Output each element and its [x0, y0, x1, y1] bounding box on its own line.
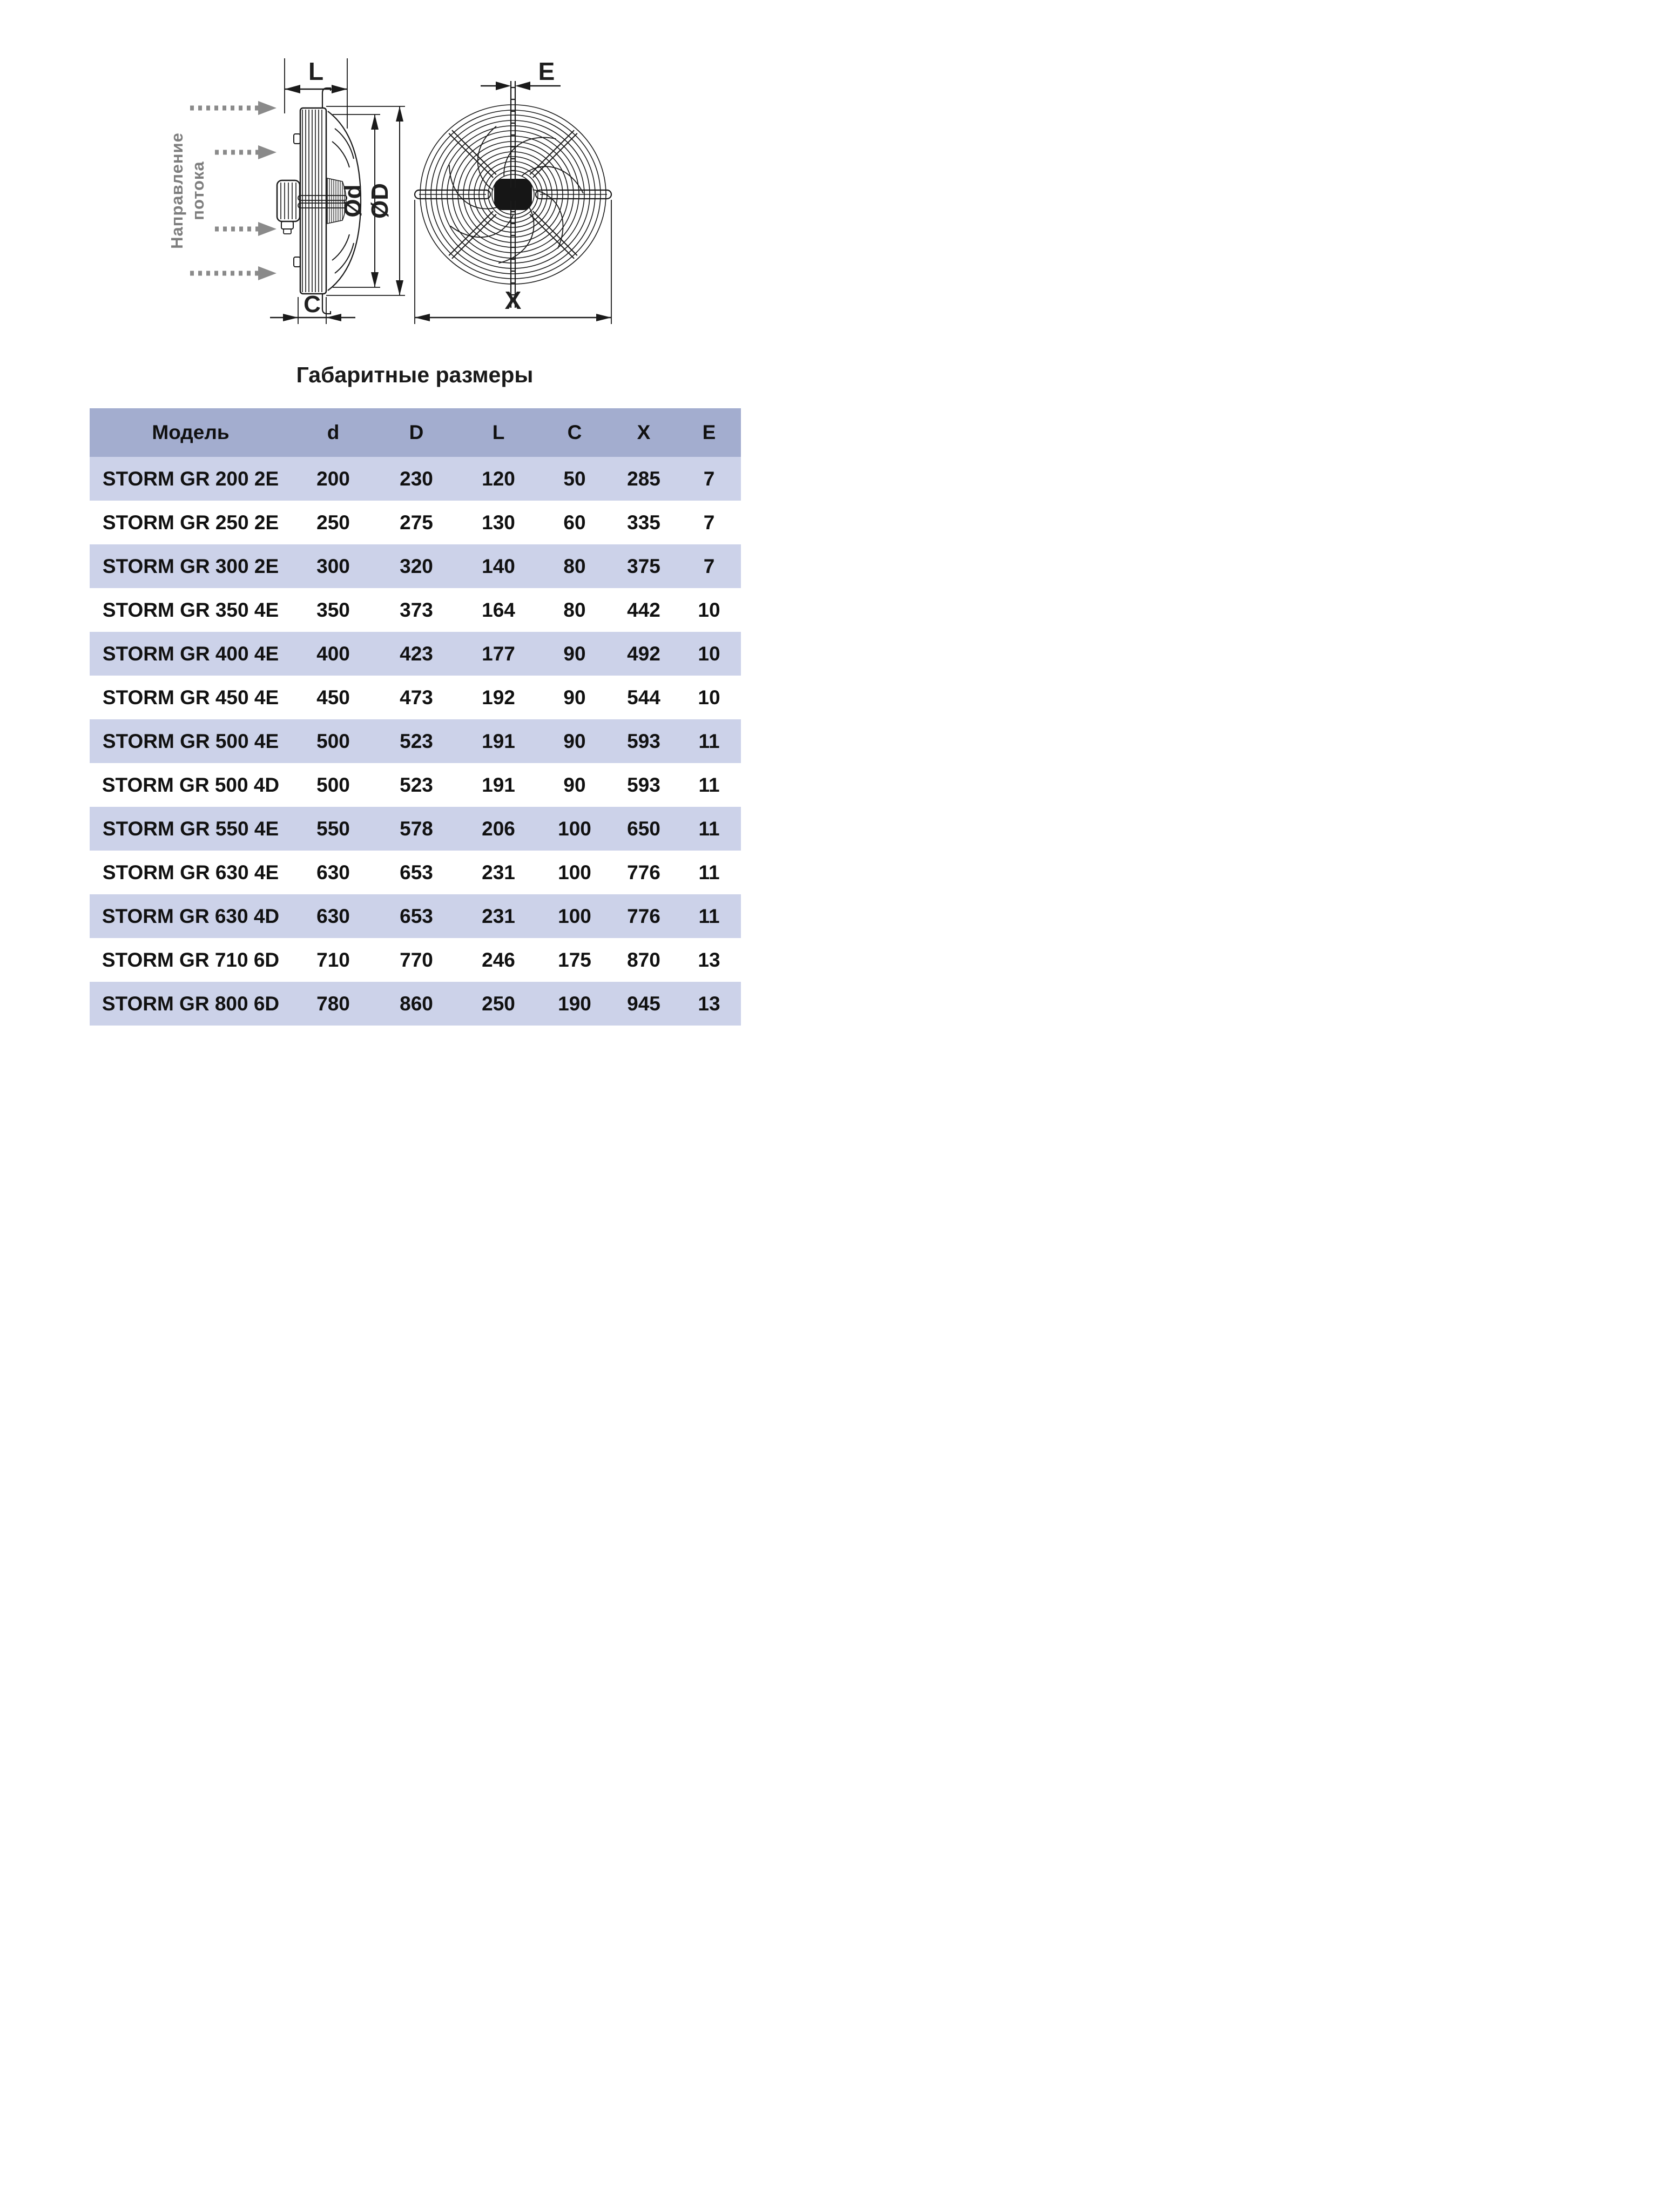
value-cell: 423	[375, 632, 458, 676]
value-cell: 870	[610, 938, 677, 982]
value-cell: 400	[292, 632, 375, 676]
column-header-X: X	[610, 408, 677, 457]
value-cell: 945	[610, 982, 677, 1026]
value-cell: 50	[539, 457, 610, 501]
bracket-ladder-top	[511, 81, 515, 188]
value-cell: 473	[375, 676, 458, 719]
model-cell: STORM GR 500 4D	[90, 763, 292, 807]
table-row	[90, 719, 741, 763]
bracket-hook-top	[322, 88, 331, 108]
value-cell: 653	[375, 894, 458, 938]
value-cell: 523	[375, 763, 458, 807]
table-body	[90, 457, 741, 1026]
model-cell: STORM GR 400 4E	[90, 632, 292, 676]
value-cell: 10	[677, 676, 741, 719]
column-header-model: Модель	[90, 408, 292, 457]
table-row	[90, 632, 741, 676]
dim-label-D-outer: ØD	[367, 183, 393, 219]
table-row	[90, 807, 741, 851]
value-cell: 630	[292, 894, 375, 938]
value-cell: 231	[458, 851, 539, 894]
dim-label-E: E	[538, 57, 555, 85]
value-cell: 11	[677, 719, 741, 763]
value-cell: 206	[458, 807, 539, 851]
value-cell: 593	[610, 719, 677, 763]
model-cell: STORM GR 550 4E	[90, 807, 292, 851]
value-cell: 578	[375, 807, 458, 851]
value-cell: 442	[610, 588, 677, 632]
value-cell: 200	[292, 457, 375, 501]
model-cell: STORM GR 630 4D	[90, 894, 292, 938]
grille-bars	[302, 110, 322, 292]
value-cell: 190	[539, 982, 610, 1026]
value-cell: 7	[677, 457, 741, 501]
value-cell: 13	[677, 982, 741, 1026]
flow-direction-label-line1: Направление	[167, 132, 186, 249]
value-cell: 250	[292, 501, 375, 544]
value-cell: 246	[458, 938, 539, 982]
value-cell: 544	[610, 676, 677, 719]
value-cell: 630	[292, 851, 375, 894]
value-cell: 776	[610, 851, 677, 894]
column-header-d: d	[292, 408, 375, 457]
dim-label-X: X	[504, 286, 522, 314]
section-title: Габаритные размеры	[296, 362, 534, 387]
value-cell: 80	[539, 588, 610, 632]
model-cell: STORM GR 300 2E	[90, 544, 292, 588]
motor-cable-gland	[281, 221, 293, 229]
value-cell: 90	[539, 763, 610, 807]
value-cell: 10	[677, 632, 741, 676]
fan-front-view	[415, 57, 611, 324]
model-cell: STORM GR 500 4E	[90, 719, 292, 763]
value-cell: 10	[677, 588, 741, 632]
value-cell: 100	[539, 894, 610, 938]
fan-side-view	[270, 57, 405, 324]
value-cell: 776	[610, 894, 677, 938]
value-cell: 335	[610, 501, 677, 544]
model-cell: STORM GR 450 4E	[90, 676, 292, 719]
table-row	[90, 894, 741, 938]
dimension-C	[270, 291, 355, 324]
value-cell: 11	[677, 851, 741, 894]
value-cell: 175	[539, 938, 610, 982]
table-row	[90, 763, 741, 807]
table-row	[90, 938, 741, 982]
value-cell: 230	[375, 457, 458, 501]
model-cell: STORM GR 710 6D	[90, 938, 292, 982]
value-cell: 100	[539, 807, 610, 851]
table-row	[90, 982, 741, 1026]
mount-clip-bottom	[294, 257, 300, 267]
value-cell: 191	[458, 719, 539, 763]
value-cell: 250	[458, 982, 539, 1026]
table-header-row	[90, 408, 741, 457]
value-cell: 164	[458, 588, 539, 632]
value-cell: 770	[375, 938, 458, 982]
value-cell: 492	[610, 632, 677, 676]
value-cell: 300	[292, 544, 375, 588]
value-cell: 320	[375, 544, 458, 588]
value-cell: 285	[610, 457, 677, 501]
column-header-D: D	[375, 408, 458, 457]
value-cell: 7	[677, 501, 741, 544]
value-cell: 11	[677, 807, 741, 851]
value-cell: 231	[458, 894, 539, 938]
value-cell: 500	[292, 719, 375, 763]
value-cell: 710	[292, 938, 375, 982]
value-cell: 130	[458, 501, 539, 544]
motor-cable-gland-tip	[284, 229, 291, 234]
dim-label-C: C	[304, 291, 321, 318]
value-cell: 140	[458, 544, 539, 588]
motor-ribs	[281, 183, 296, 219]
flow-direction-group	[167, 101, 276, 280]
value-cell: 860	[375, 982, 458, 1026]
dimensional-drawing	[0, 0, 830, 354]
mount-clip-top	[294, 134, 300, 144]
model-cell: STORM GR 250 2E	[90, 501, 292, 544]
value-cell: 650	[610, 807, 677, 851]
flow-arrowheads	[258, 101, 276, 280]
table-row	[90, 544, 741, 588]
model-cell: STORM GR 350 4E	[90, 588, 292, 632]
value-cell: 90	[539, 719, 610, 763]
value-cell: 450	[292, 676, 375, 719]
value-cell: 593	[610, 763, 677, 807]
value-cell: 90	[539, 676, 610, 719]
value-cell: 120	[458, 457, 539, 501]
table-row	[90, 676, 741, 719]
value-cell: 653	[375, 851, 458, 894]
column-header-L: L	[458, 408, 539, 457]
value-cell: 13	[677, 938, 741, 982]
value-cell: 177	[458, 632, 539, 676]
table-row	[90, 851, 741, 894]
flow-direction-label-line2: потока	[188, 161, 207, 220]
dim-label-d-inner: Ød	[340, 184, 366, 218]
value-cell: 90	[539, 632, 610, 676]
column-header-C: C	[539, 408, 610, 457]
dim-label-L: L	[308, 57, 324, 85]
value-cell: 275	[375, 501, 458, 544]
value-cell: 373	[375, 588, 458, 632]
value-cell: 192	[458, 676, 539, 719]
table-row	[90, 457, 741, 501]
value-cell: 191	[458, 763, 539, 807]
value-cell: 500	[292, 763, 375, 807]
value-cell: 7	[677, 544, 741, 588]
value-cell: 375	[610, 544, 677, 588]
value-cell: 100	[539, 851, 610, 894]
dimension-E	[481, 57, 561, 90]
model-cell: STORM GR 800 6D	[90, 982, 292, 1026]
value-cell: 550	[292, 807, 375, 851]
column-header-E: E	[677, 408, 741, 457]
value-cell: 60	[539, 501, 610, 544]
value-cell: 780	[292, 982, 375, 1026]
value-cell: 11	[677, 894, 741, 938]
table-row	[90, 588, 741, 632]
value-cell: 523	[375, 719, 458, 763]
value-cell: 350	[292, 588, 375, 632]
dimension-L	[285, 57, 347, 129]
model-cell: STORM GR 200 2E	[90, 457, 292, 501]
value-cell: 80	[539, 544, 610, 588]
hub-front	[494, 179, 532, 210]
table-row	[90, 501, 741, 544]
dimensions-table	[90, 408, 741, 1026]
model-cell: STORM GR 630 4E	[90, 851, 292, 894]
value-cell: 11	[677, 763, 741, 807]
